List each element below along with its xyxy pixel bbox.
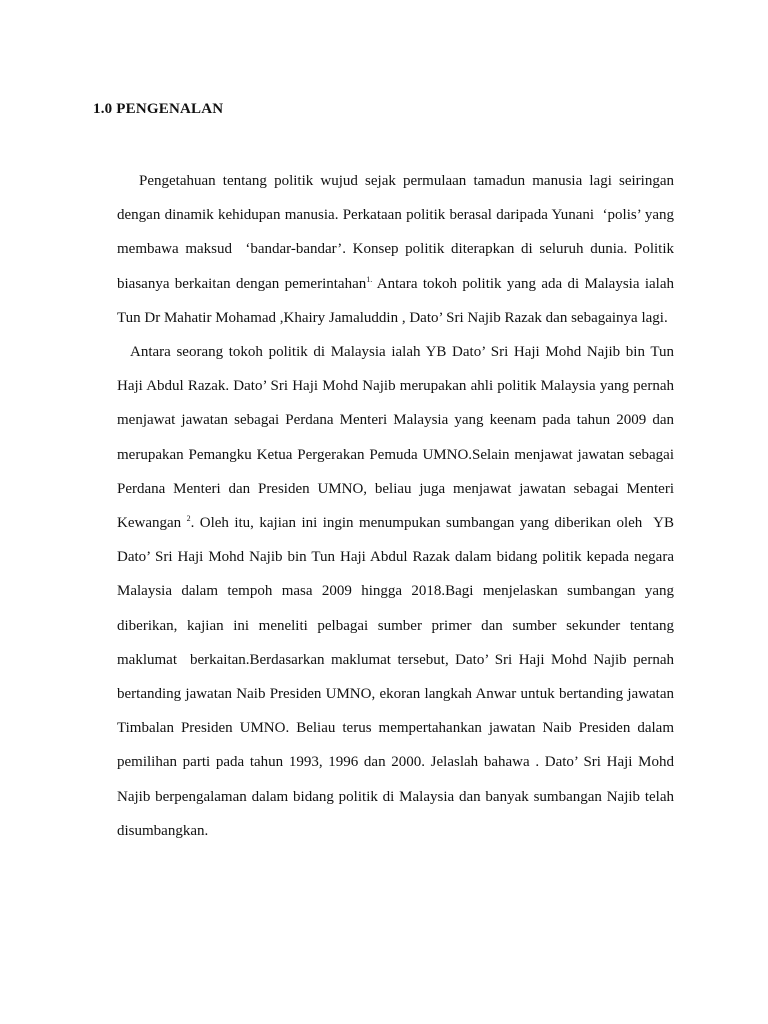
- paragraph-1-part2: Antara tokoh politik yang ada di Malaysia ialah Tun Dr Mahatir Mohamad ,Khairy Jamaluddin , Dato’ Sri Najib Razak dan sebagainya lagi.: [117, 275, 674, 326]
- section-heading: 1.0 PENGENALAN: [93, 101, 224, 117]
- paragraph-2-part2: . Oleh itu, kajian ini ingin menumpukan sumbangan yang diberikan oleh YB Dato’ Sri Haji Mohd Najib bin Tun Haji Abdul Razak dalam bidang politik kepada negara Malaysia dalam tempoh masa 2009 hingga 2018.Bagi menjelaskan sumbangan yang diberikan, kajian ini meneliti pelbagai sumber primer dan sumber sekunder tentang maklumat berkaitan.Berdasarkan maklumat tersebut, Dato’ Sri Haji Mohd Najib pernah bertanding jawatan Naib Presiden UMNO, ekoran langkah Anwar untuk bertanding jawatan Timbalan Presiden UMNO. Beliau terus mempertahankan jawatan Naib Presiden dalam pemilihan parti pada tahun 1993, 1996 dan 2000. Jelaslah bahawa . Dato’ Sri Haji Mohd Najib berpengalaman dalam bidang politik di Malaysia dan banyak sumbangan Najib telah disumbangkan.: [117, 515, 675, 839]
- paragraph-1: [117, 164, 674, 335]
- footnote-ref-2[interactable]: 2: [186, 514, 191, 524]
- paragraph-1-part1: Pengetahuan tentang politik wujud sejak permulaan tamadun manusia lagi seiringan dengan dinamik kehidupan manusia. Perkataan politik berasal daripada Yunani ‘polis’ yang membawa maksud ‘bandar-bandar’. Konsep politik diterapkan di seluruh dunia. Politik biasanya berkaitan dengan pemerintahan: [117, 173, 674, 292]
- body-text: [117, 164, 674, 848]
- footnote-ref-1[interactable]: 1.: [366, 274, 373, 284]
- paragraph-2: [117, 335, 674, 848]
- paragraph-2-part1: Antara seorang tokoh politik di Malaysia ialah YB Dato’ Sri Haji Mohd Najib bin Tun Haji Abdul Razak. Dato’ Sri Haji Mohd Najib merupakan ahli politik Malaysia yang pernah menjawat jawatan sebagai Perdana Menteri Malaysia yang keenam pada tahun 2009 dan merupakan Pemangku Ketua Pergerakan Pemuda UMNO.Selain menjawat jawatan sebagai Perdana Menteri dan Presiden UMNO, beliau juga menjawat jawatan sebagai Menteri Kewangan: [117, 344, 674, 532]
